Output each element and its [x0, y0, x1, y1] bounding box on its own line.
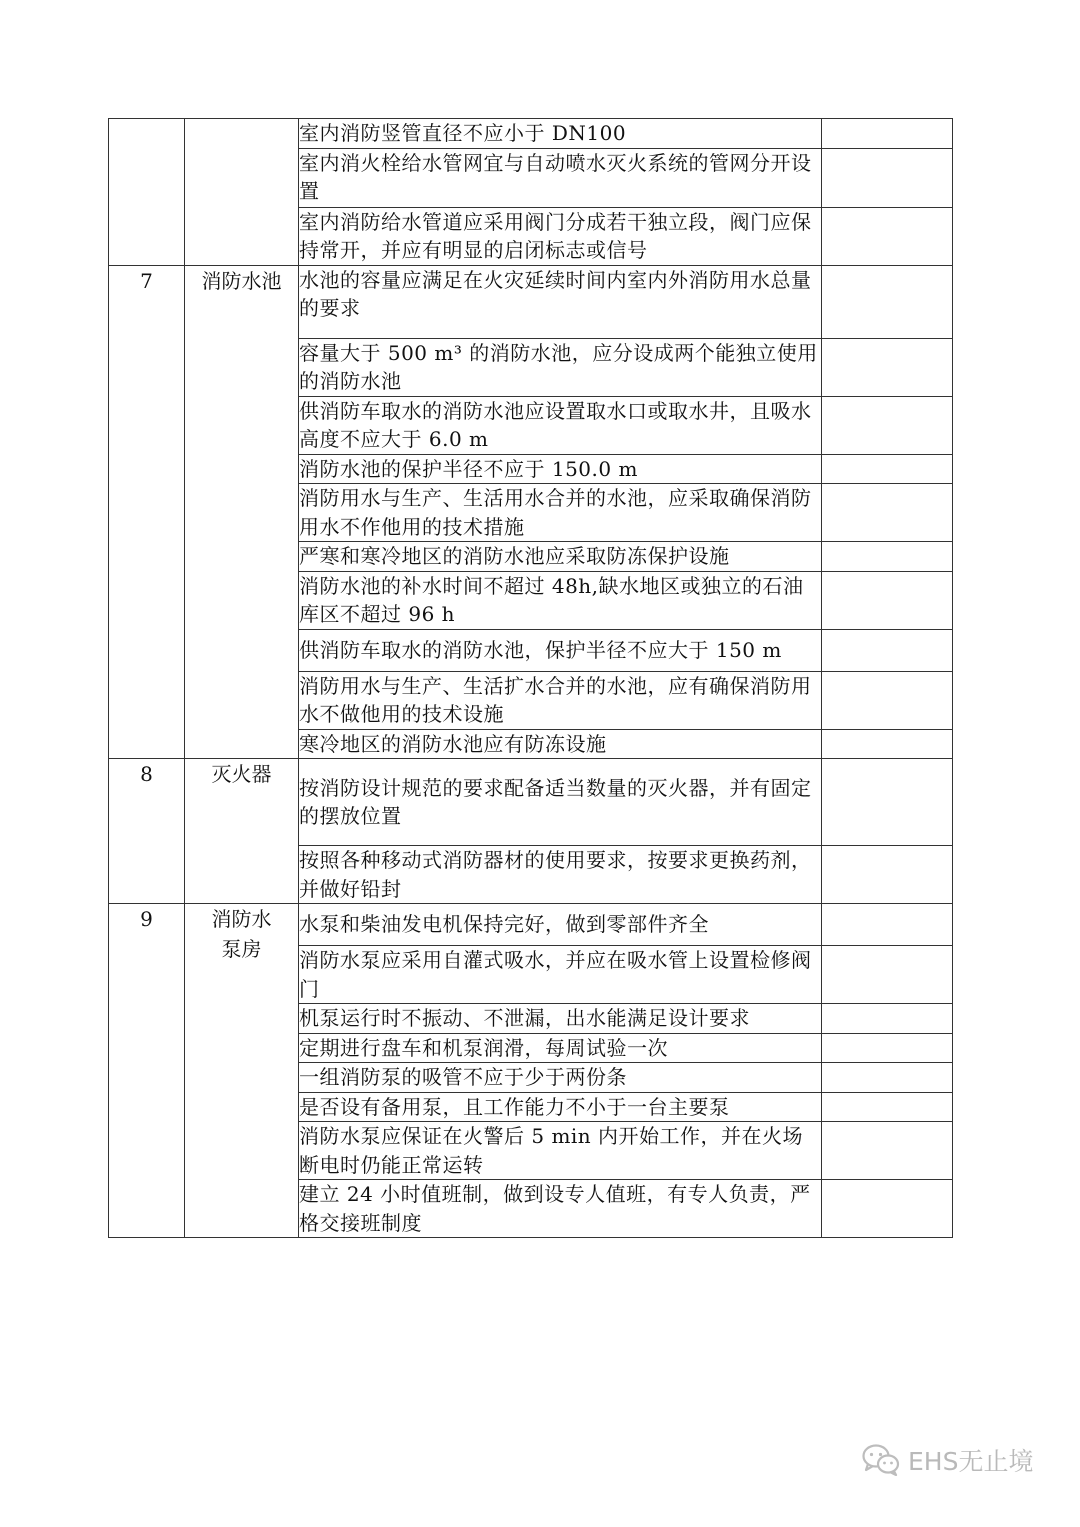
requirement-item: 供消防车取水的消防水池，保护半径不应大于 150 m	[299, 629, 822, 671]
requirement-item: 消防水池的补水时间不超过 48h,缺水地区或独立的石油库区不超过 96 h	[299, 571, 822, 629]
result-cell[interactable]	[822, 1033, 953, 1063]
result-cell[interactable]	[822, 396, 953, 454]
result-cell[interactable]	[822, 904, 953, 946]
result-cell[interactable]	[822, 338, 953, 396]
wechat-icon	[862, 1444, 900, 1476]
result-cell[interactable]	[822, 484, 953, 542]
requirement-item: 室内消防竖管直径不应小于 DN100	[299, 119, 822, 149]
requirement-item: 容量大于 500 m³ 的消防水池，应分设成两个能独立使用的消防水池	[299, 338, 822, 396]
category-line: 消防水	[211, 907, 272, 931]
requirement-item: 供消防车取水的消防水池应设置取水口或取水井，且吸水高度不应大于 6.0 m	[299, 396, 822, 454]
requirement-item: 机泵运行时不振动、不泄漏，出水能满足设计要求	[299, 1004, 822, 1034]
result-cell[interactable]	[822, 1063, 953, 1093]
section-category-cell: 灭火器	[185, 759, 299, 904]
result-cell[interactable]	[822, 119, 953, 149]
result-cell[interactable]	[822, 265, 953, 338]
result-cell[interactable]	[822, 1004, 953, 1034]
result-cell[interactable]	[822, 207, 953, 265]
result-cell[interactable]	[822, 571, 953, 629]
result-cell[interactable]	[822, 729, 953, 759]
requirement-item: 消防用水与生产、生活用水合并的水池，应采取确保消防用水不作他用的技术措施	[299, 484, 822, 542]
requirement-item: 室内消防给水管道应采用阀门分成若干独立段，阀门应保持常开，并应有明显的启闭标志或信号	[299, 207, 822, 265]
table-row	[109, 119, 953, 149]
requirement-item: 是否设有备用泵，且工作能力不小于一台主要泵	[299, 1092, 822, 1122]
requirement-item: 定期进行盘车和机泵润滑，每周试验一次	[299, 1033, 822, 1063]
watermark	[862, 1440, 1033, 1480]
table-row	[109, 759, 953, 846]
table-row	[109, 904, 953, 946]
section-category-cell	[185, 904, 299, 1238]
section-number-cell: 9	[109, 904, 185, 1238]
requirement-item: 消防用水与生产、生活扩水合并的水池，应有确保消防用水不做他用的技术设施	[299, 671, 822, 729]
result-cell[interactable]	[822, 946, 953, 1004]
requirement-item: 水泵和柴油发电机保持完好，做到零部件齐全	[299, 904, 822, 946]
requirement-item: 按照各种移动式消防器材的使用要求，按要求更换药剂，并做好铅封	[299, 846, 822, 904]
requirement-item: 建立 24 小时值班制，做到设专人值班，有专人负责，严格交接班制度	[299, 1180, 822, 1238]
requirement-item: 一组消防泵的吸管不应于少于两份条	[299, 1063, 822, 1093]
result-cell[interactable]	[822, 1092, 953, 1122]
section-number-cell	[109, 119, 185, 266]
section-category-cell	[185, 119, 299, 266]
result-cell[interactable]	[822, 846, 953, 904]
requirement-item: 消防水泵应采用自灌式吸水，并应在吸水管上设置检修阀门	[299, 946, 822, 1004]
requirement-item: 消防水池的保护半径不应于 150.0 m	[299, 454, 822, 484]
result-cell[interactable]	[822, 1180, 953, 1238]
category-line: 泵房	[221, 937, 262, 961]
table-row	[109, 265, 953, 338]
section-category-cell: 消防水池	[185, 265, 299, 759]
result-cell[interactable]	[822, 671, 953, 729]
requirement-item: 按消防设计规范的要求配备适当数量的灭火器，并有固定的摆放位置	[299, 759, 822, 846]
result-cell[interactable]	[822, 1122, 953, 1180]
requirement-item: 室内消火栓给水管网宜与自动喷水灭火系统的管网分开设置	[299, 148, 822, 207]
requirement-item: 严寒和寒冷地区的消防水池应采取防冻保护设施	[299, 542, 822, 572]
requirement-item: 水池的容量应满足在火灾延续时间内室内外消防用水总量的要求	[299, 265, 822, 338]
requirement-item: 寒冷地区的消防水池应有防冻设施	[299, 729, 822, 759]
section-number-cell: 7	[109, 265, 185, 759]
result-cell[interactable]	[822, 542, 953, 572]
inspection-checklist-table	[108, 118, 953, 1238]
result-cell[interactable]	[822, 759, 953, 846]
result-cell[interactable]	[822, 148, 953, 207]
section-number-cell: 8	[109, 759, 185, 904]
result-cell[interactable]	[822, 454, 953, 484]
requirement-item: 消防水泵应保证在火警后 5 min 内开始工作，并在火场断电时仍能正常运转	[299, 1122, 822, 1180]
result-cell[interactable]	[822, 629, 953, 671]
watermark-text: EHS无止境	[908, 1447, 1034, 1476]
